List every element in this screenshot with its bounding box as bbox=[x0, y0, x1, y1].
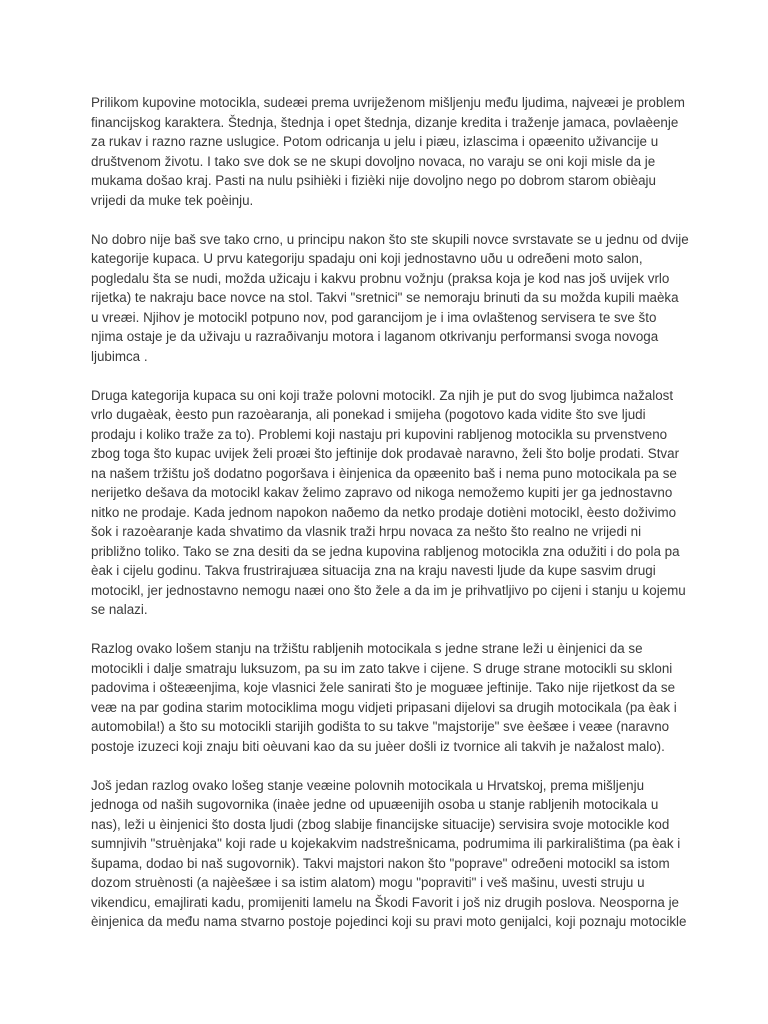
text-line: šupama, dodao bi naš sugovornik). Takvi majstori nakon što "poprave" odreðeni motocikl sa istom bbox=[91, 855, 670, 871]
text-line: mukama došao kraj. Pasti na nulu psihièki i fizièki nije dovoljno nego po dobrom starom obièaju bbox=[91, 173, 656, 188]
text-line: motocikl, jer jednostavno nemogu naæi ono što žele a da im je prihvatljivo po cijeni i stanju u kojemu bbox=[91, 582, 686, 598]
text-line: nas), leži u èinjenici što dosta ljudi (zbog slabije financijske situacije) servisira svoje motocikle kod bbox=[91, 816, 670, 832]
text-line: društvenom životu. I tako sve dok se ne skupi dovoljno novaca, no varaju se oni koji misle da je bbox=[91, 153, 656, 169]
text-line: pogledalu šta se nudi, možda užicaju i kakvu probnu vožnju (praksa koja je kod nas još uvijek vrlo bbox=[91, 270, 670, 286]
text-line: kategorije kupaca. U prvu kategoriju spadaju oni koji jednostavno uðu u odreðeni moto salon, bbox=[91, 251, 643, 266]
text-line: sumnjivih "struènjaka" koji rade u kojekakvim nadstrešnicama, podrumima ili parkiralištima (pa èak i bbox=[91, 836, 681, 851]
text-line: nerijetko dešava da motocikl kakav želimo zapravo od nikoga nemožemo kupiti jer ga jednostavno bbox=[91, 485, 673, 500]
paragraph bbox=[91, 386, 691, 620]
text-line: motocikli i dalje smatraju luksuzom, pa su im zato takve i cijene. S druge strane motocikli su skloni bbox=[91, 660, 673, 676]
text-line: u vreæi. Njihov je motocikl potpuno nov, pod garancijom je i ima ovlaštenog servisera te sve što bbox=[91, 309, 657, 325]
paragraph bbox=[91, 93, 691, 210]
text-line: No dobro nije baš sve tako crno, u principu nakon što ste skupili novce svrstavate se u jednu od dvije bbox=[91, 231, 689, 247]
text-line: èak i cijelu godinu. Takva frustrirajuæa situacija zna na kraju navesti ljude da kupe sasvim drugi bbox=[91, 563, 656, 578]
text-line: Još jedan razlog ovako lošeg stanje veæine polovnih motocikala u Hrvatskoj, prema mišljenju bbox=[91, 777, 645, 793]
paragraph bbox=[91, 230, 691, 367]
text-line: vikendicu, emajlirati kadu, promijeniti lamelu na Škodi Favorit i još niz drugih poslova. Neosporna je bbox=[91, 894, 679, 910]
text-line: veæ na par godina starim motociklima mogu vidjeti pripasani dijelovi sa drugih motocikala (pa èak i bbox=[91, 699, 677, 715]
text-line: rijetka) te nakraju bace novce na stol. Takvi "sretnici" se nemoraju brinuti da su možda kupili maèka bbox=[91, 290, 679, 305]
text-line: dozom struènosti (a najèešæe i sa istim alatom) mogu "popraviti" i veš mašinu, uvesti struju u bbox=[91, 875, 645, 890]
text-line: nitko ne prodaje. Kada jednom napokon naðemo da netko prodaje dotièni motocikl, èesto doživimo bbox=[91, 504, 677, 520]
paragraph bbox=[91, 639, 691, 756]
text-line: ljubimca . bbox=[91, 348, 148, 364]
text-line: Druga kategorija kupaca su oni koji traže polovni motocikl. Za njih je put do svog ljubimca nažalost bbox=[91, 387, 674, 403]
paragraph bbox=[91, 776, 691, 932]
text-line: jednoga od naših sugovornika (inaèe jedne od upuæenijih osoba u stanje rabljenih motocikala u bbox=[91, 797, 659, 812]
text-line: zbog toga što kupac uvijek želi proæi što jeftinije dok prodavaè naravno, želi što bolje prodati. Stvar bbox=[91, 446, 680, 461]
text-line: vrlo dugaèak, èesto pun razoèaranja, ali ponekad i smijeha (pogotovo kada vidite što sve ljudi bbox=[91, 407, 646, 422]
text-line: na našem tržištu još dodatno pogoršava i èinjenica da opæenito baš i nema puno motocikala pa se bbox=[91, 465, 677, 481]
article-body bbox=[91, 93, 691, 951]
text-line: postoje izuzeci koji znaju biti oèuvani kao da su juèer došli iz tvornice ali takvih je nažalost malo). bbox=[91, 738, 665, 754]
text-line: Prilikom kupovine motocikla, sudeæi prema uvriježenom mišljenju među ljudima, najveæi je problem bbox=[91, 95, 685, 110]
text-line: približno toliko. Tako se zna desiti da se jedna kupovina rabljenog motocikla zna odužiti i do pola pa bbox=[91, 543, 680, 559]
text-line: automobila!) a što su motocikli starijih godišta to su takve "majstorije" sve èešæe i veæe (naravno bbox=[91, 719, 670, 734]
text-line: se nalazi. bbox=[91, 602, 148, 617]
text-line: za rukav i razno razne uslugice. Potom odricanja u jelu i piæu, izlascima i opæenito uživancije u bbox=[91, 134, 659, 149]
text-line: njima ostaje je da uživaju u razraðivanju motora i laganom otkrivanju performansi svoga novoga bbox=[91, 329, 659, 344]
text-line: vrijedi da muke tek poèinju. bbox=[91, 192, 254, 208]
text-line: financijskog karaktera. Štednja, štednja i opet štednja, dizanje kredita i traženje jamaca, povlaèenje bbox=[91, 114, 679, 130]
text-line: padovima i ošteæenjima, koje vlasnici žele sanirati što je moguæe jeftinije. Tako nije rijetkost da se bbox=[91, 680, 676, 695]
text-line: Razlog ovako lošem stanju na tržištu rabljenih motocikala s jedne strane leži u èinjenici da se bbox=[91, 641, 643, 656]
text-line: prodaju i koliko traže za to). Problemi koji nastaju pri kupovini rabljenog motocikla su prvenstveno bbox=[91, 426, 668, 442]
text-line: šok i razoèaranje kada shvatimo da vlasnik traži hrpu novaca za nešto što realno ne vrijedi ni bbox=[91, 524, 642, 539]
text-line: èinjenica da među nama stvarno postoje pojedinci koji su pravi moto genijalci, koji poznaju motocikle bbox=[91, 914, 687, 929]
